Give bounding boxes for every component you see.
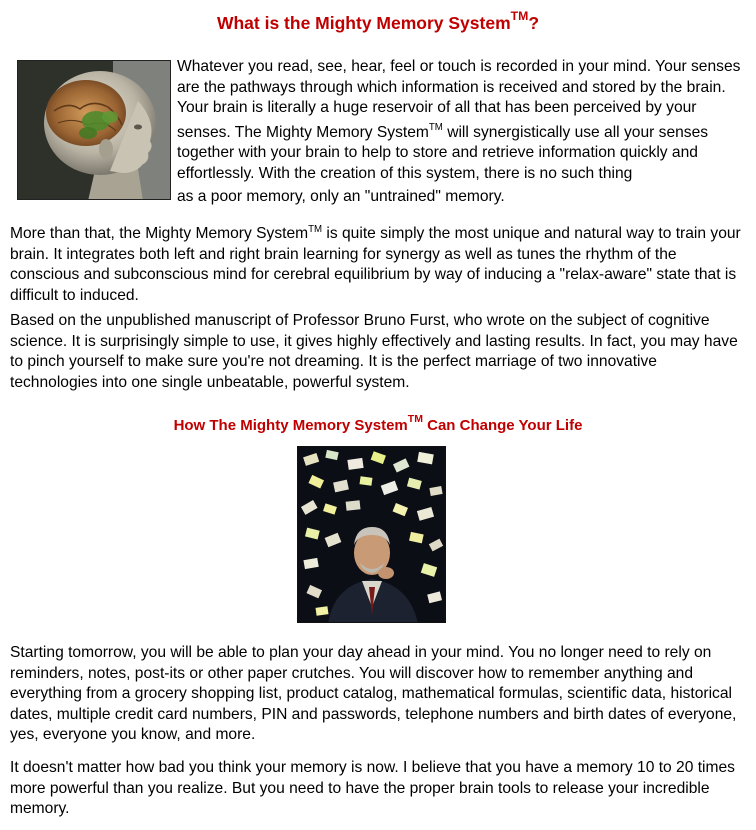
intro-text-3: as a poor memory, only an "untrained" memory. xyxy=(177,188,505,206)
paragraph-5: It doesn't matter how bad you think your memory is now. I believe that you have a memory 10 to 20 times more powerful than you realize. But you need to have the proper brain tools to release your incredible memory. xyxy=(10,759,735,817)
paragraph-3: Based on the unpublished manuscript of Professor Bruno Furst, who wrote on the subject of cognitive science. It is surprisingly simple to use, it gives highly effectively and lasting results. In fact, you may have to pinch yourself to make sure you're not dreaming. It is the perfect marriage of two innovative technologies into one single unbeatable, powerful system. xyxy=(10,312,738,391)
main-heading-suffix: ? xyxy=(528,12,540,33)
main-heading-trademark: TM xyxy=(510,9,529,24)
paragraph-2-text-1: More than that, the Mighty Memory System xyxy=(10,225,309,243)
paragraph-2-trademark: TM xyxy=(308,223,323,235)
intro-paragraph xyxy=(177,57,743,208)
sub-heading-text: How The Mighty Memory System xyxy=(173,417,408,434)
sub-heading-suffix: Can Change Your Life xyxy=(422,417,583,434)
main-heading xyxy=(0,5,756,36)
memory-image xyxy=(297,446,446,623)
main-heading-text: What is the Mighty Memory System xyxy=(216,12,511,33)
intro-text-1: Whatever you read, see, hear, feel or touch is recorded in your mind. Your senses are the pathways through which information is received and stored by the brain. Your brain is literally a huge reservoir of all that has been perceived by your senses. The Mighty Memory System xyxy=(177,58,741,141)
paragraph-2 xyxy=(10,220,745,306)
sub-heading-trademark: TM xyxy=(407,413,423,426)
paragraph-4: Starting tomorrow, you will be able to plan your day ahead in your mind. You no longer need to rely on reminders, notes, post-its or other paper crutches. You will discover how to remember anything and everything from a grocery shopping list, product catalog, mathematical formulas, scientific data, historical dates, multiple credit card numbers, PIN and passwords, telephone numbers and birth dates of everyone, yes, everyone you know, and more. xyxy=(10,644,737,743)
paragraph-2-text-2: is quite simply the most unique and natural way to train your brain. It integrates both left and right brain learning for synergy as well as tunes the rhythm of the conscious and subconscious mind for cerebral equilibrium by way of inducing a "relax-aware" state that is difficult to induced. xyxy=(10,225,741,304)
intro-trademark: TM xyxy=(428,122,443,134)
brain-image xyxy=(17,60,171,200)
intro-text-2: will synergistically use all your senses together with your brain to help to store and retrieve information quickly and effortlessly. With the creation of this system, there is no such thing xyxy=(177,123,709,182)
sub-heading xyxy=(0,409,756,438)
